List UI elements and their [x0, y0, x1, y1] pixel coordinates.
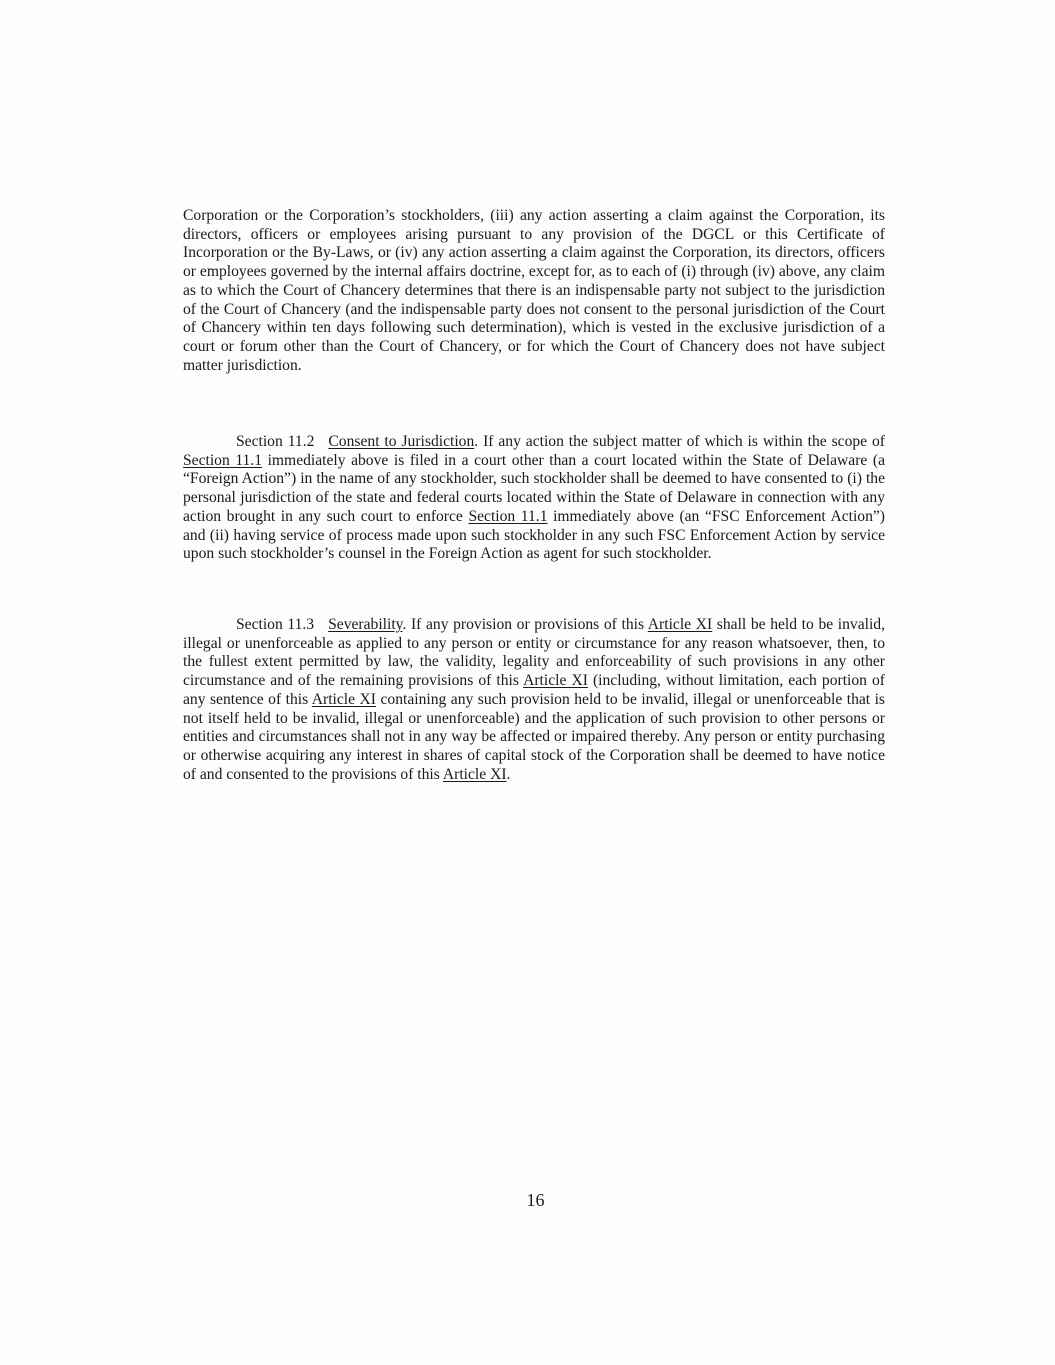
section-11-1-reference: Section 11.1 [468, 507, 548, 525]
section-11-1-reference: Section 11.1 [183, 451, 263, 469]
continuation-paragraph: Corporation or the Corporation’s stockholders, (iii) any action asserting a claim against the Corporation, its directors, officers or employees arising pursuant to any provision of the DGCL or this Certificate of Incorporation or the By-Laws, or (iv) any action asserting a claim against the Corporation, its directors, officers or employees governed by the internal affairs doctrine, except for, as to each of (i) through (iv) above, any claim as to which the Court of Chancery determines that there is an indispensable party not subject to the jurisdiction of the Court of Chancery (and the indispensable party does not consent to the personal jurisdiction of the Court of Chancery within ten days following such determination), which is vested in the exclusive jurisdiction of a court or forum other than the Court of Chancery, or for which the Court of Chancery does not have subject matter jurisdiction. [183, 207, 885, 374]
section-11-2-paragraph [183, 433, 885, 564]
section-11-2-block [183, 433, 885, 564]
continuation-paragraph-block [183, 207, 885, 375]
article-xi-reference: Article XI [442, 765, 507, 783]
section-11-2-text-3: immediately above (an “FSC Enforcement Action”) and (ii) having service of process made upon such stockholder in any such FSC Enforcement Action by service upon such stockholder’s counsel in the Foreign Action as agent for such stockholder. [183, 507, 885, 563]
article-xi-reference: Article XI [311, 690, 376, 708]
section-11-3-text-5: . [506, 765, 511, 783]
article-xi-reference: Article XI [647, 616, 713, 633]
section-11-3-text-3: (including, without limitation, each portion of any sentence of this [183, 672, 885, 708]
section-11-3-text-1: . If any provision or provisions of this [402, 616, 648, 633]
article-xi-reference: Article XI [523, 672, 588, 690]
section-11-3-heading: Severability [328, 616, 403, 633]
section-11-2-heading: Consent to Jurisdiction [328, 433, 475, 450]
section-11-2-number: Section 11.2 [236, 433, 315, 450]
section-11-3-paragraph [183, 616, 885, 784]
section-11-2-text-2: immediately above is filed in a court other than a court located within the State of Delaware (a “Foreign Action”) in the name of any stockholder, such stockholder shall be deemed to have consented to (i) the personal jurisdiction of the state and federal courts located within the State of Delaware in connection with any action brought in any such court to enforce [183, 451, 885, 525]
section-11-3-text-2: shall be held to be invalid, illegal or unenforceable as applied to any person or entity or circumstance for any reason whatsoever, then, to the fullest extent permitted by law, the validity, legality and enforceability of such provisions in any other circumstance and of the remaining provisions of this [183, 616, 885, 690]
page-number: 16 [526, 1190, 545, 1210]
section-11-3-text-4: containing any such provision held to be invalid, illegal or unenforceable that is not itself held to be invalid, illegal or unenforceable) and the application of such provision to other persons or entities and circumstances shall not in any way be affected or impaired thereby. Any person or entity purchasing or otherwise acquiring any interest in shares of capital stock of the Corporation shall be deemed to have notice of and consented to the provisions of this [183, 690, 885, 783]
section-11-3-number: Section 11.3 [236, 616, 315, 633]
section-11-3-block [183, 616, 885, 784]
section-11-2-text-1: . If any action the subject matter of which is within the scope of [474, 433, 885, 450]
